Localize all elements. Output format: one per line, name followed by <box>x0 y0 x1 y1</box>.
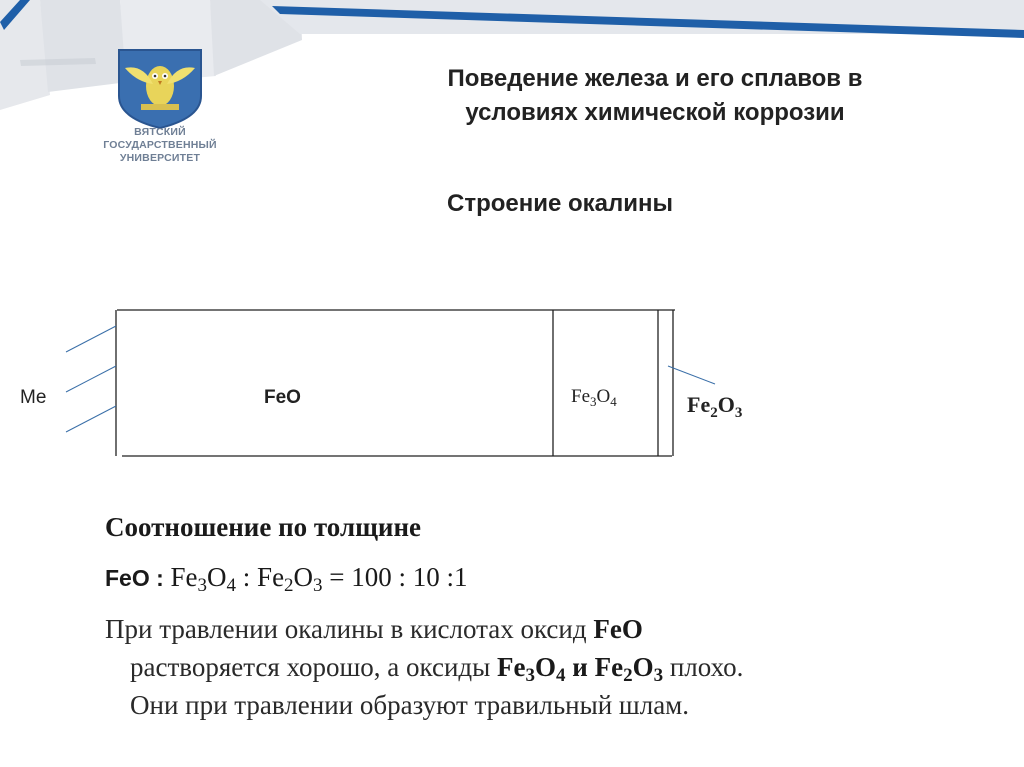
fe2o3-layer-label: $Fe_2O_3$ <box>687 392 743 421</box>
metal-pointer-line <box>66 366 116 392</box>
thickness-ratio <box>105 562 468 596</box>
section-subtitle: Строение окалины <box>446 190 674 217</box>
ratio-separator: : <box>236 562 258 592</box>
me-label: Me <box>20 387 47 408</box>
ratio-values: = 100 : 10 :1 <box>322 562 468 592</box>
fe3o4-layer-label: $Fe_3O_4$ <box>571 386 617 409</box>
paragraph-line: При травлении окалины в кислотах оксид FeO <box>105 614 643 644</box>
paragraph-line: растворяется хорошо, а оксиды $Fe_3O_4$ и $Fe_2O_3$ плохо. <box>130 652 744 686</box>
ratio-fe3o4: $Fe_3O_4$ <box>170 562 237 596</box>
feo-layer-label: FeO <box>264 387 301 408</box>
slide-title <box>330 62 980 130</box>
metal-pointer-line <box>66 326 116 352</box>
fe2o3-pointer-line <box>668 366 715 384</box>
logo-line: ГОСУДАРСТВЕННЫЙ <box>103 139 217 151</box>
slide-title-line: условиях химической коррозии <box>465 99 845 126</box>
scale-structure-diagram <box>0 300 800 470</box>
etching-paragraph <box>105 610 945 724</box>
metal-pointer-line <box>66 406 116 432</box>
owl-shield-icon <box>119 50 201 128</box>
ratio-heading: Соотношение по толщине <box>105 512 421 542</box>
ratio-fe2o3: $Fe_2O_3$ <box>257 562 323 596</box>
paragraph-fe3o4: $Fe_3O_4$ и $Fe_2O_3$ <box>497 652 664 686</box>
slide-title-line: Поведение железа и его сплавов в <box>447 65 863 92</box>
university-logo-text <box>86 126 234 165</box>
logo-line: УНИВЕРСИТЕТ <box>119 152 201 164</box>
paragraph-line: Они при травлении образуют травильный шлам. <box>130 690 690 720</box>
ratio-feo: FeO : <box>105 565 164 591</box>
logo-line: ВЯТСКИЙ <box>134 126 186 138</box>
